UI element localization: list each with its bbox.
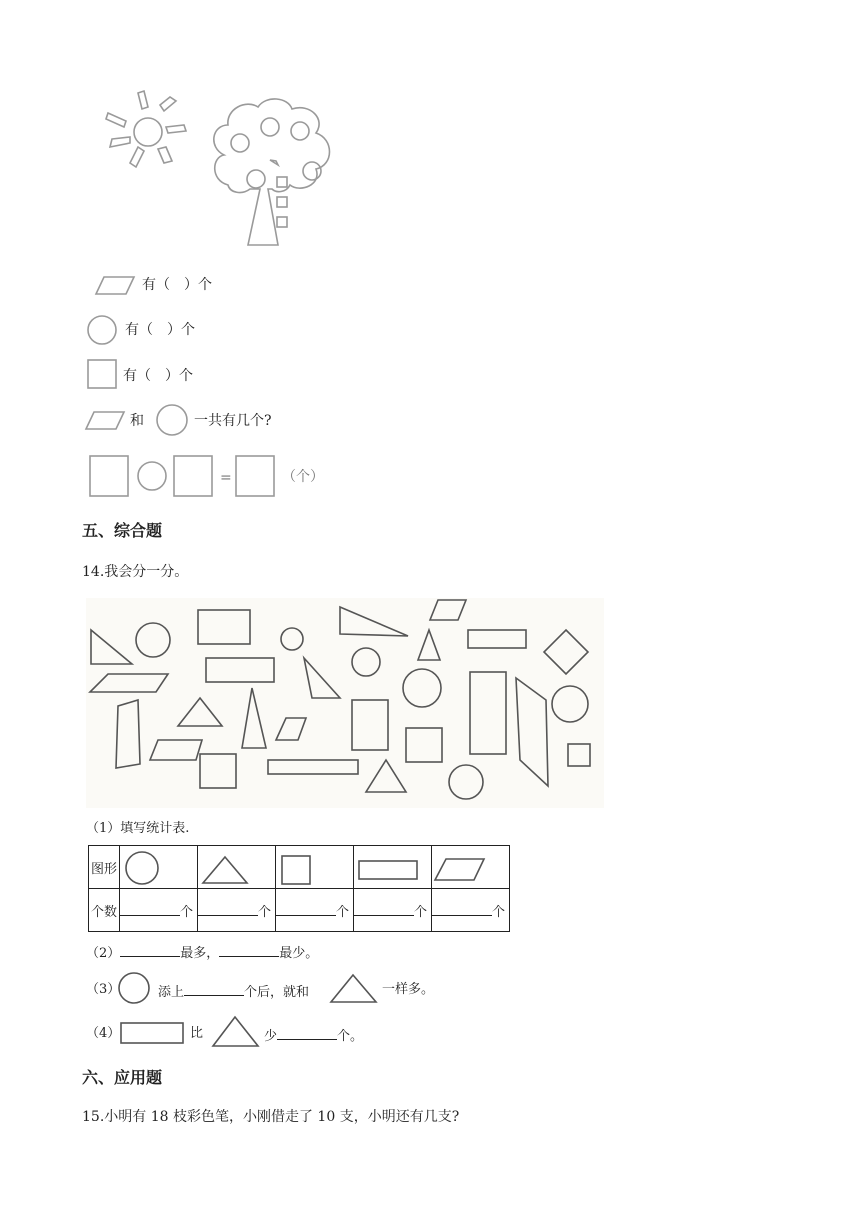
section-six-title: 六、应用题 <box>82 1068 163 1087</box>
tree-drawing <box>214 99 330 245</box>
part-four-less: 少 <box>264 1029 278 1044</box>
count-cell[interactable] <box>120 889 198 932</box>
count-cell[interactable] <box>432 889 510 932</box>
answer-box <box>174 456 212 496</box>
triangle-cell <box>198 846 276 889</box>
triangle-icon <box>212 1016 262 1050</box>
blank-line[interactable] <box>198 901 258 916</box>
unit-text: 个 <box>180 904 194 920</box>
total-question: 一共有几个? <box>194 413 272 429</box>
part-four-text <box>264 1025 363 1046</box>
question-14: 14.我会分一分。 <box>82 564 189 580</box>
rectangle-icon <box>358 860 424 884</box>
square-icon <box>86 358 118 390</box>
unit-text: 个 <box>336 904 350 920</box>
unit-label: （个） <box>282 469 324 485</box>
and-label: 和 <box>130 413 144 429</box>
count-cell[interactable] <box>354 889 432 932</box>
table-row-shapes <box>89 846 510 889</box>
part-four-than: 比 <box>190 1026 204 1041</box>
row-header-count: 个数 <box>89 889 120 932</box>
table-row-counts <box>89 889 510 932</box>
count-cell[interactable] <box>276 889 354 932</box>
part-three-add: 添上 <box>158 985 185 1000</box>
circle-icon <box>118 972 152 1006</box>
part-four-number: （4） <box>86 1026 121 1041</box>
parallelogram-cell <box>432 846 510 889</box>
parallelogram-icon <box>434 858 490 884</box>
parallelogram-icon <box>86 411 126 431</box>
shapes-collection <box>86 598 604 808</box>
question-15: 15.小明有 18 枝彩色笔，小刚借走了 10 支，小明还有几支? <box>82 1109 460 1125</box>
unit-text: 个 <box>414 904 428 920</box>
sun-tree-illustration <box>100 85 350 250</box>
answer-box <box>90 456 128 496</box>
blank-line[interactable] <box>432 901 492 916</box>
part-two-most: 最多， <box>180 946 220 961</box>
circle-icon <box>86 314 118 346</box>
answer-box <box>236 456 274 496</box>
part-one-instruction: （1）填写统计表. <box>86 821 190 836</box>
square-icon <box>280 854 314 888</box>
part-two-least: 最少。 <box>279 946 319 961</box>
count-square-text: 有（ ）个 <box>123 368 193 384</box>
part-three-number: （3） <box>86 982 121 997</box>
square-cell <box>276 846 354 889</box>
unit-text: 个 <box>258 904 272 920</box>
blank-line[interactable] <box>120 901 180 916</box>
blank-line[interactable] <box>354 901 414 916</box>
row-header-shape: 图形 <box>89 846 120 889</box>
blank-line[interactable] <box>277 1025 337 1040</box>
statistics-table <box>88 845 510 932</box>
equation-boxes <box>88 454 288 500</box>
triangle-icon <box>330 974 380 1004</box>
blank-line[interactable] <box>276 901 336 916</box>
part-two <box>86 942 318 963</box>
triangle-icon <box>202 856 252 886</box>
count-parallelogram-text: 有（ ）个 <box>142 277 212 293</box>
count-circle-text: 有（ ）个 <box>125 322 195 338</box>
parallelogram-icon <box>96 276 136 296</box>
circle-icon <box>156 404 188 436</box>
part-two-number: （2） <box>86 946 121 961</box>
unit-text: 个 <box>492 904 506 920</box>
circle-icon <box>124 850 164 890</box>
circle-cell <box>120 846 198 889</box>
part-three-text <box>158 981 309 1002</box>
blank-line[interactable] <box>120 942 180 957</box>
equals-sign: = <box>220 470 232 486</box>
blank-line[interactable] <box>184 981 244 996</box>
part-three-same: 一样多。 <box>382 982 435 997</box>
part-four-unit: 个。 <box>337 1029 364 1044</box>
operator-circle <box>138 462 166 490</box>
part-three-after: 个后，就和 <box>244 985 310 1000</box>
section-five-title: 五、综合题 <box>82 521 163 540</box>
count-cell[interactable] <box>198 889 276 932</box>
rectangle-cell <box>354 846 432 889</box>
sun-drawing <box>106 91 186 167</box>
rectangle-icon <box>120 1022 186 1046</box>
blank-line[interactable] <box>219 942 279 957</box>
